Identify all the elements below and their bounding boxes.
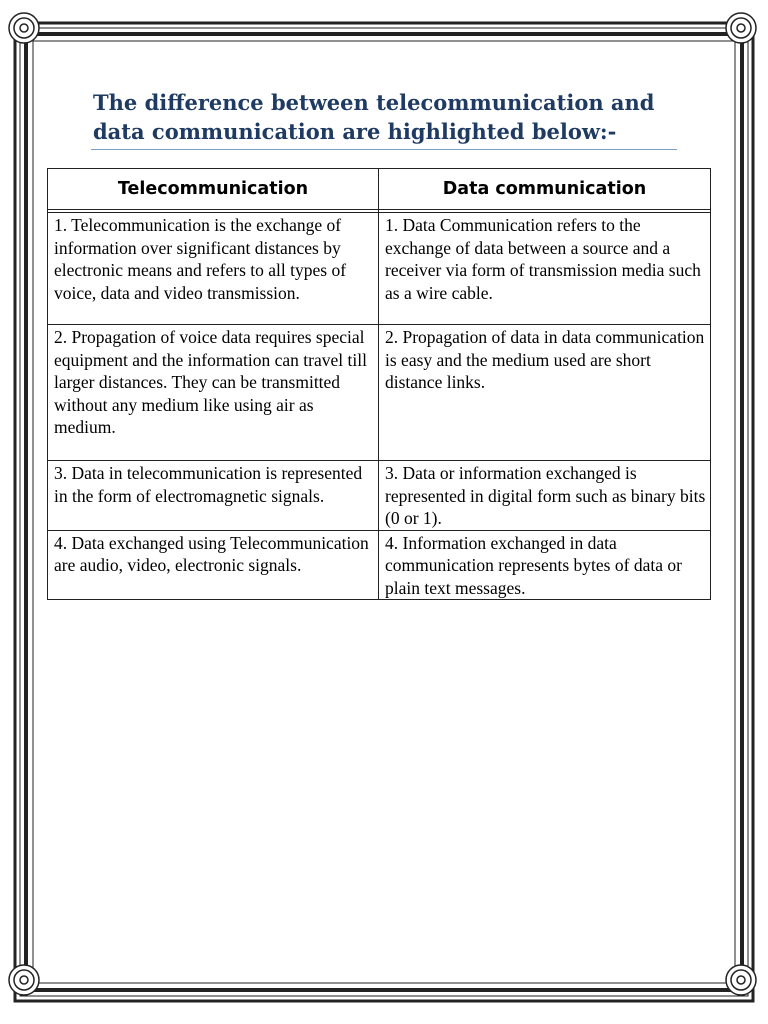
table-cell: 3. Data in telecommunication is represented in the form of electromagnetic signals.	[48, 461, 379, 531]
heading-line-1: The difference between telecommunication and	[93, 90, 655, 115]
table-row	[48, 325, 711, 461]
heading-underline	[91, 149, 677, 150]
table-cell: 3. Data or information exchanged is represented in digital form such as binary bits (0 or 1).	[379, 461, 711, 531]
table-cell: 1. Telecommunication is the exchange of information over significant distances by electronic means and refers to all types of voice, data and video transmission.	[48, 213, 379, 325]
table-row	[48, 530, 711, 600]
table-cell: 1. Data Communication refers to the exchange of data between a source and a receiver via form of transmission media such as a wire cable.	[379, 213, 711, 325]
column-header-data-communication: Data communication	[379, 169, 711, 210]
corner-ornament-top-left	[9, 13, 39, 43]
table-cell: 2. Propagation of data in data communication is easy and the medium used are short distance links.	[379, 325, 711, 461]
table-cell: 2. Propagation of voice data requires special equipment and the information can travel till larger distances. They can be transmitted without any medium like using air as medium.	[48, 325, 379, 461]
column-header-telecommunication: Telecommunication	[48, 169, 379, 210]
corner-ornament-bottom-right	[726, 965, 756, 995]
table-row	[48, 461, 711, 531]
corner-ornament-top-right	[726, 13, 756, 43]
heading-line-2: data communication are highlighted below:-	[93, 119, 617, 144]
table-header-row	[48, 169, 711, 210]
table-row	[48, 213, 711, 325]
table-cell: 4. Information exchanged in data communication represents bytes of data or plain text messages.	[379, 530, 711, 600]
page-heading	[93, 88, 693, 146]
table-cell: 4. Data exchanged using Telecommunication are audio, video, electronic signals.	[48, 530, 379, 600]
corner-ornament-bottom-left	[9, 965, 39, 995]
comparison-table	[47, 168, 711, 600]
